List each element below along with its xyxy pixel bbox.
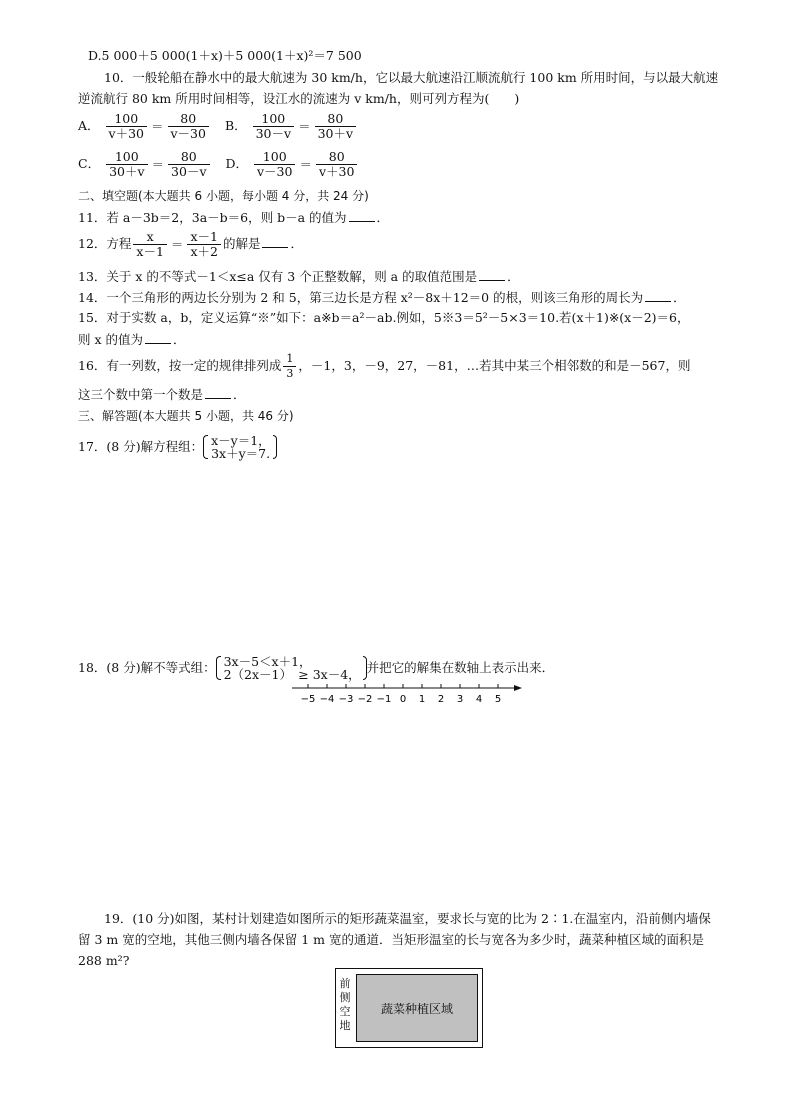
number-line-tick-label: −3 [338, 694, 354, 705]
q15-line1: 15．对于实数 a，b，定义运算“※”如下：a※b＝a²－ab.例如，5※3＝5²－5×3＝10.若(x＋1)※(x－2)＝6， [78, 310, 690, 325]
q17-equation-system: x－y＝1， 3x＋y＝7. [203, 434, 277, 460]
number-line-tick-label: −1 [376, 694, 392, 705]
q9-option-d: D.5 000＋5 000(1＋x)＋5 000(1＋x)²＝7 500 [88, 48, 362, 63]
number-line-tick-label: −2 [357, 694, 373, 705]
q13: 13．关于 x 的不等式－1＜x≤a 仅有 3 个正整数解，则 a 的取值范围是 ． [78, 269, 520, 284]
number-line-tick-label: −4 [319, 694, 335, 705]
number-line-ticks [301, 684, 502, 705]
q10-options-row1 [78, 112, 358, 141]
q18: 18．(8 分)解不等式组： 3x－5＜x＋1， 2（2x－1） ≥ 3x－4， 并把它的解集在数轴上表示出来． [78, 654, 555, 682]
number-line-tick-label: 0 [399, 694, 407, 705]
q10-option-c[interactable]: C． $\frac{100}{30+v}$ ＝ $\frac{80}{30-v}$ [78, 156, 216, 171]
section-2-heading: 二、填空题(本大题共 6 小题，每小题 4 分，共 24 分) [78, 189, 369, 203]
q15-line2: 则 x 的值为 ． [78, 332, 186, 347]
q10-option-d[interactable]: D． $\frac{100}{v-30}$ ＝ $\frac{80}{v+30}$ [225, 156, 359, 171]
q10-line2: 逆流航行 80 km 所用时间相等，设江水的流速为 v km/h，则可列方程为( ) [78, 91, 520, 106]
q19-line2: 留 3 m 宽的空地，其他三侧内墙各保留 1 m 宽的通道．当矩形温室的长与宽各为多少时，蔬菜种植区域的面积是 [78, 932, 704, 947]
q18-inequality-system: 3x－5＜x＋1， 2（2x－1） ≥ 3x－4， [216, 655, 367, 681]
q14: 14．一个三角形的两边长分别为 2 和 5，第三边长是方程 x²－8x＋12＝0 的根，则该三角形的周长为 ． [78, 290, 686, 305]
q16-line2: 这三个数中第一个数是 ． [78, 387, 246, 402]
q16-answer-blank[interactable] [205, 386, 231, 399]
q10-options-row2 [78, 150, 359, 179]
planting-area [356, 974, 478, 1042]
q11: 11．若 a－3b＝2，3a－b＝6，则 b－a 的值为 ． [78, 210, 390, 225]
q17: 17．(8 分)解方程组： x－y＝1， 3x＋y＝7. [78, 434, 277, 460]
q15-answer-blank[interactable] [145, 331, 171, 344]
section-3-heading: 三、解答题(本大题共 5 小题，共 46 分) [78, 409, 294, 423]
q10-option-b[interactable]: B． $\frac{100}{30-v}$ ＝ $\frac{80}{30+v}$ [225, 118, 358, 133]
q19-line1: 19．(10 分)如图，某村计划建造如图所示的矩形蔬菜温室，要求长与宽的比为 2∶1.在温室内，沿前侧内墙保 [104, 911, 711, 926]
number-line [288, 682, 528, 710]
q16-line1: 16．有一列数，按一定的规律排列成 $\frac{1}{3}$ ，－1，3，－9，27，－81，…若其中某三个相邻数的和是－567，则 [78, 352, 691, 380]
q11-answer-blank[interactable] [349, 209, 375, 222]
q14-answer-blank[interactable] [645, 289, 671, 302]
q12: 12．方程 $\frac{x}{x-1}$ ＝ $\frac{x-1}{x+2}$ 的解是 ． [78, 229, 303, 259]
planting-area-label: 蔬菜种植区域 [380, 1001, 453, 1016]
number-line-tick-label: 2 [437, 694, 445, 705]
q13-answer-blank[interactable] [479, 268, 505, 281]
number-line-tick-label: 5 [494, 694, 502, 705]
number-line-arrow [514, 685, 522, 691]
number-line-tick-label: 1 [418, 694, 426, 705]
number-line-tick-label: −5 [300, 694, 316, 705]
q10-option-a[interactable]: A． $\frac{100}{v+30}$ ＝ $\frac{80}{v-30}$ [78, 118, 215, 133]
greenhouse-figure [335, 968, 483, 1048]
q12-answer-blank[interactable] [262, 235, 288, 248]
front-space-label: 前 侧 空 地 [339, 977, 351, 1032]
number-line-tick-label: 4 [475, 694, 483, 705]
q10-line1: 10．一般轮船在静水中的最大航速为 30 km/h，它以最大航速沿江顺流航行 100 km 所用时间，与以最大航速 [104, 70, 719, 85]
q19-line3: 288 m²? [78, 953, 130, 968]
number-line-tick-label: 3 [456, 694, 464, 705]
